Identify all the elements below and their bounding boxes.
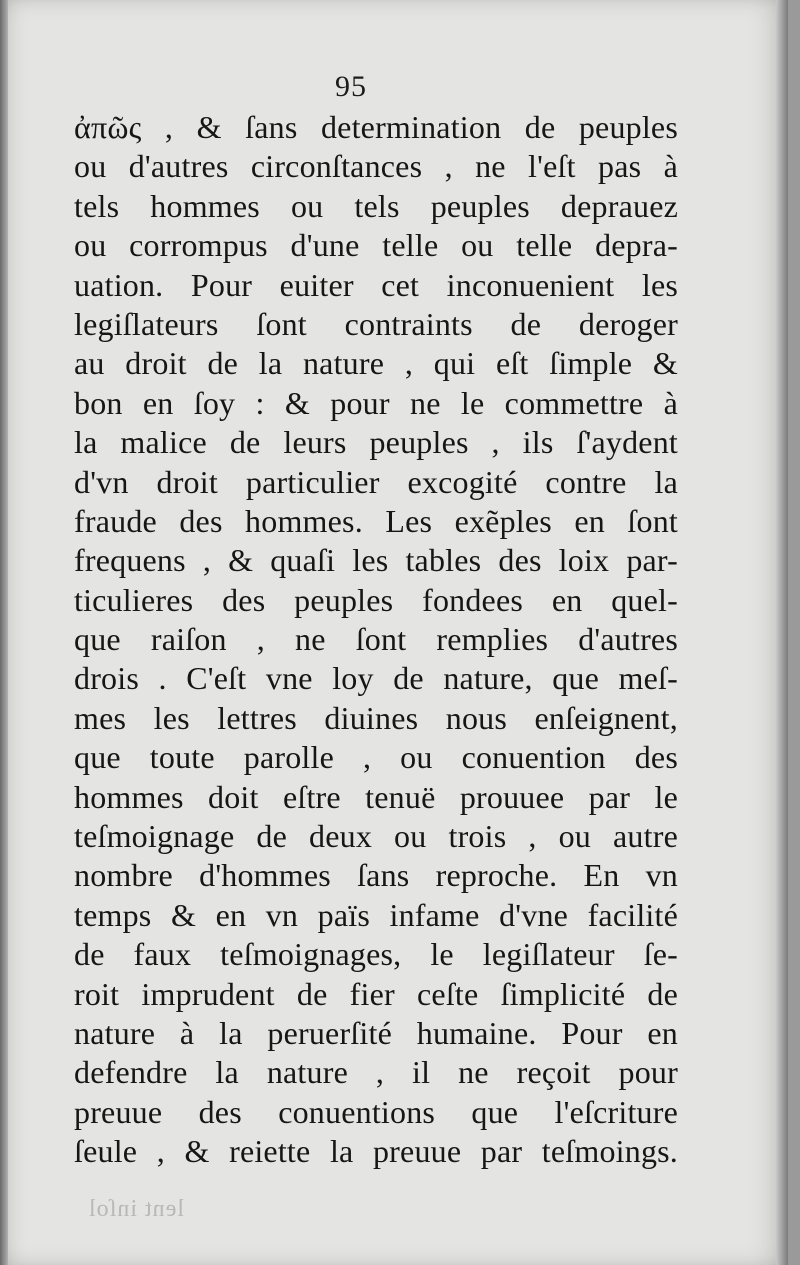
- text-line: teſmoignage de deux ou trois , ou autre: [74, 818, 678, 855]
- text-line: ἀπῶς , & ſans determination de peuples: [74, 109, 678, 145]
- text-line: temps & en vn païs infame d'vne facilité: [74, 896, 678, 933]
- text-line: ou d'autres circonſtances , ne l'eſt pas à: [74, 148, 678, 185]
- text-line: preuue des conuentions que l'eſcriture: [74, 1093, 678, 1130]
- text-line: legiſlateurs ſont contraints de deroger: [74, 305, 678, 342]
- text-line: mes les lettres diuines nous enſeignent,: [74, 699, 678, 736]
- text-line: uation. Pour euiter cet inconuenient les: [74, 266, 678, 303]
- text-line: que raiſon , ne ſont remplies d'autres: [74, 621, 678, 658]
- text-line: ou corrompus d'une telle ou telle depra-: [74, 227, 678, 264]
- text-line: au droit de la nature , qui eſt ſimple &: [74, 345, 678, 382]
- text-line: frequens , & quaſi les tables des loix par-: [74, 542, 678, 579]
- text-line: nombre d'hommes ſans reproche. En vn: [74, 857, 678, 894]
- text-line: nature à la peruerſité humaine. Pour en: [74, 1014, 678, 1051]
- page-right-edge: [776, 0, 788, 1265]
- text-line: ticulieres des peuples fondees en quel-: [74, 581, 678, 618]
- page-left-edge: [0, 0, 8, 1265]
- text-line: la malice de leurs peuples , ils ſ'aydent: [74, 424, 678, 461]
- text-line: drois . C'eſt vne loy de nature, que meſ-: [74, 660, 678, 697]
- text-line: tels hommes ou tels peuples deprauez: [74, 187, 678, 224]
- text-line: d'vn droit particulier excogité contre la: [74, 463, 678, 500]
- text-line: que toute parolle , ou conuention des: [74, 739, 678, 776]
- text-line: de faux teſmoignages, le legiſlateur ſe-: [74, 936, 678, 973]
- text-line: hommes doit eſtre tenuë prouuee par le: [74, 778, 678, 815]
- text-line: roit imprudent de fier ceſte ſimplicité de: [74, 975, 678, 1012]
- page-number: 95: [335, 70, 367, 103]
- text-line: bon en ſoy : & pour ne le commettre à: [74, 384, 678, 421]
- text-line: defendre la nature , il ne reçoit pour: [74, 1054, 678, 1091]
- text-line: ſeule , & reiette la preuue par teſmoings.: [74, 1133, 678, 1170]
- text-line: fraude des hommes. Les exẽples en ſont: [74, 502, 678, 539]
- bleed-through-text: lent inſol: [88, 1196, 184, 1222]
- body-text: [74, 108, 678, 1172]
